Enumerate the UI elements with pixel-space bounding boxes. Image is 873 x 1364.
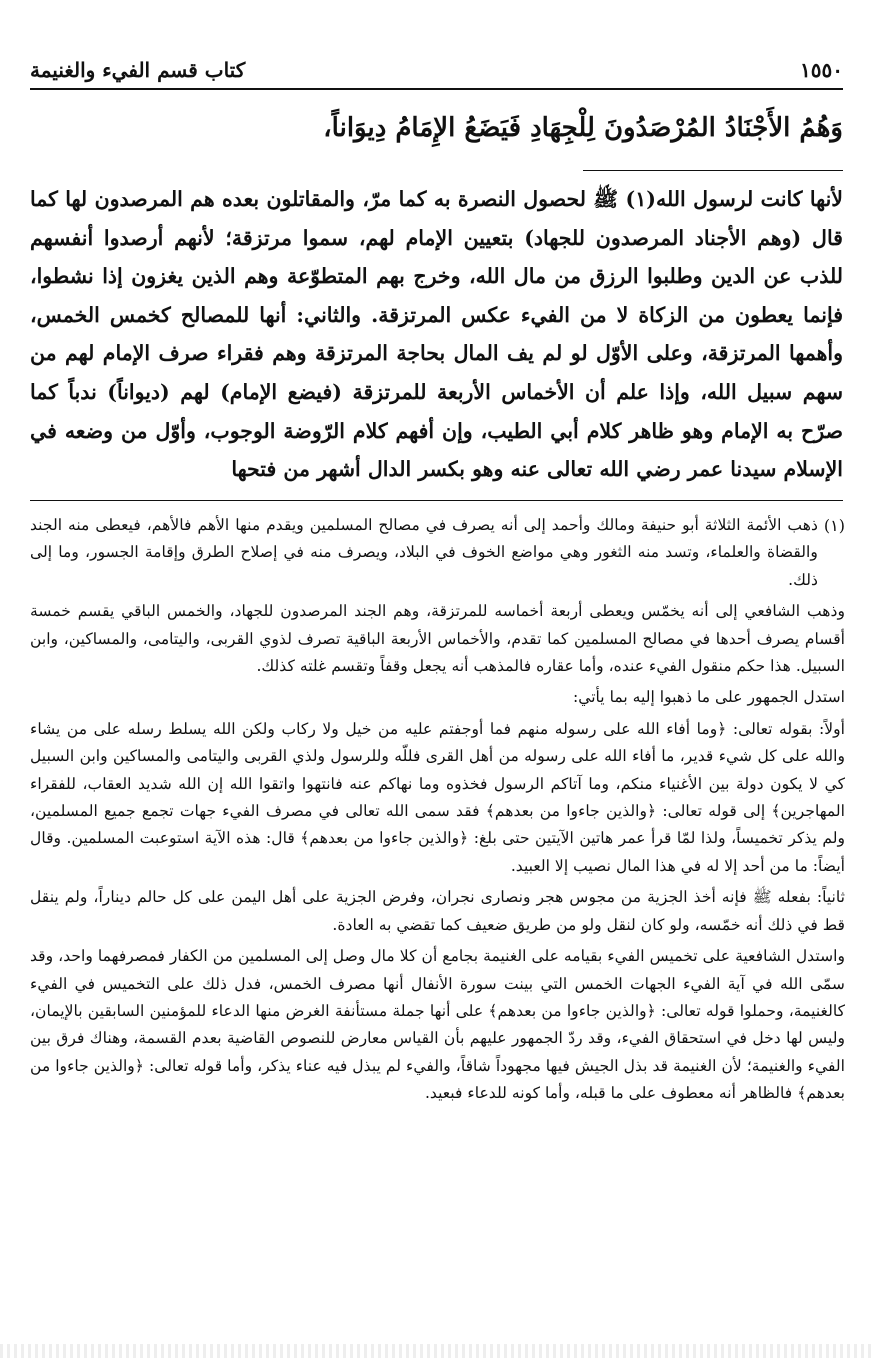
footnote-paragraph: استدل الجمهور على ما ذهبوا إليه بما يأتي: bbox=[572, 688, 845, 707]
footnote-paragraph: واستدل الشافعية على تخميس الفيء بقيامه على الغنيمة بجامع أن كلا مال وصل إلى المسلمين من الكفار فمصرفهما واحد، وقد سمّى الله في آية الفيء الجهات الخمس التي بينت سورة الأنفال أنها مصرف الخمس، فدل ذلك على التخميس في الفيء كالغنيمة، وحملوا قوله تعالى: ﴿والذين جاءوا من بعدهم﴾ على أنها جملة مستأنفة الغرض منها الدعاء للمؤمنين السابقين بالإيمان، وليس لها دخل في استحقاق الفيء، وقد ردّ الجمهور عليهم بأن القياس معارض للنصوص القاضية بعدم القسمة، وهناك فرق بين الفيء والغنيمة؛ لأن الغنيمة قد بذل الجيش فيها مجهوداً شاقاً، والفيء لم يبذل فيه عناء يذكر، وأما قوله تعالى: ﴿والذين جاءوا من بعدهم﴾ فالظاهر أنه معطوف على ما قبله، وأما كونه للدعاء فبعيد. bbox=[30, 947, 846, 1103]
page-number: ١٥٥٠ bbox=[800, 58, 843, 82]
sharh-commentary bbox=[30, 180, 843, 489]
scan-artifact-strip bbox=[0, 1344, 873, 1358]
footnote-paragraph: ثانياً: بفعله ﷺ فإنه أخذ الجزية من مجوس هجر ونصارى نجران، وفرض الجزية على أهل اليمن على كل حالم ديناراً، ولم ينقل قط في ذلك أنه خمّسه، ولو كان لنقل ولو من طريق ضعيف كما تقضي به العادة. bbox=[30, 888, 845, 934]
sharh-paragraph: لأنها كانت لرسول الله(١) ﷺ لحصول النصرة به كما مرّ، والمقاتلون بعده هم المرصدون لها كما قال (وهم الأجناد المرصدون للجهاد) بتعيين الإمام لهم، سموا مرتزقة؛ لأنهم أرصدوا أنفسهم للذب عن الدين وطلبوا الرزق من مال الله، وخرج بهم المتطوّعة وهم الذين يغزون إذا نشطوا، فإنما يعطون من الزكاة لا من الفيء عكس المرتزقة. والثاني: أنها للمصالح كخمس الخمس، وأهمها المرتزقة، وعلى الأوّل لو لم يف المال بحاجة المرتزقة وهم فقراء صرف الإمام لهم من سهم سبيل الله، وإذا علم أن الأخماس الأربعة للمرتزقة (فيضع الإمام) لهم (ديواناً) ندباً كما صرّح به الإمام وهو ظاهر كلام أبي الطيب، وإن أفهم كلام الرّوضة الوجوب، وأوّل من وضعه في الإسلام سيدنا عمر رضي الله تعالى عنه وهو بكسر الدال أشهر من فتحها bbox=[30, 187, 844, 482]
footnotes-section bbox=[30, 512, 845, 1112]
footnote-divider bbox=[30, 500, 843, 501]
book-title: كتاب قسم الفيء والغنيمة bbox=[30, 58, 246, 82]
matn-text: وَهُمُ الأَجْنَادُ المُرْصَدُونَ لِلْجِهَادِ فَيَضَعُ الإِمَامُ دِيوَاناً، bbox=[323, 113, 843, 143]
page-header bbox=[30, 44, 843, 90]
footnote-paragraph: ذهب الأئمة الثلاثة أبو حنيفة ومالك وأحمد إلى أنه يصرف في مصالح المسلمين ويقدم منها الأهم فالأهم، فيعطى منه الجند والقضاة والعلماء، وتسد منه الثغور وهي مواضع الخوف في البلاد، ويصرف منه في إصلاح الطرق وإقامة الجسور، وما إلى ذلك. bbox=[30, 516, 818, 589]
footnote-paragraph: أولاً: بقوله تعالى: ﴿وما أفاء الله على رسوله منهم فما أوجفتم عليه من خيل ولا ركاب ولكن الله يسلط رسله على من يشاء والله على كل شيء قدير، ما أفاء الله على رسوله من أهل القرى فللّه وللرسول ولذي القربى واليتامى والمساكين وابن السبيل كي لا يكون دولة بين الأغنياء منكم، وما آتاكم الرسول فخذوه وما نهاكم عنه فانتهوا واتقوا الله إن الله شديد العقاب، للفقراء المهاجرين﴾ إلى قوله تعالى: ﴿والذين جاءوا من بعدهم﴾ فقد سمى الله تعالى في مصرف الفيء جهات تجمع جميع المسلمين، ولم يذكر تخميساً، ولذا لمّا قرأ عمر هاتين الآيتين حتى بلغ: ﴿والذين جاءوا من بعدهم﴾ قال: هذه الآية استوعبت المسلمين. وقال أيضاً: ما من أحد إلا له في هذا المال نصيب إلا العبيد. bbox=[30, 719, 845, 875]
footnote-1 bbox=[30, 512, 845, 598]
footnote-marker: (١) bbox=[823, 516, 845, 535]
footnote-paragraph: وذهب الشافعي إلى أنه يخمّس ويعطى أربعة أخماسه للمرتزقة، وهم الجند المرصدون للجهاد، والخمس الباقي يقسم خمسة أقسام يصرف أحدها في مصالح المسلمين كما تقدم، والأخماس الأربعة الباقية تصرف لذوي القربى، واليتامى، والمساكين، وابن السبيل. هذا حكم منقول الفيء عنده، وأما عقاره فالمذهب أنه يجعل وقفاً وتقسم غلته كذلك. bbox=[30, 602, 845, 676]
matn-divider bbox=[583, 170, 843, 171]
